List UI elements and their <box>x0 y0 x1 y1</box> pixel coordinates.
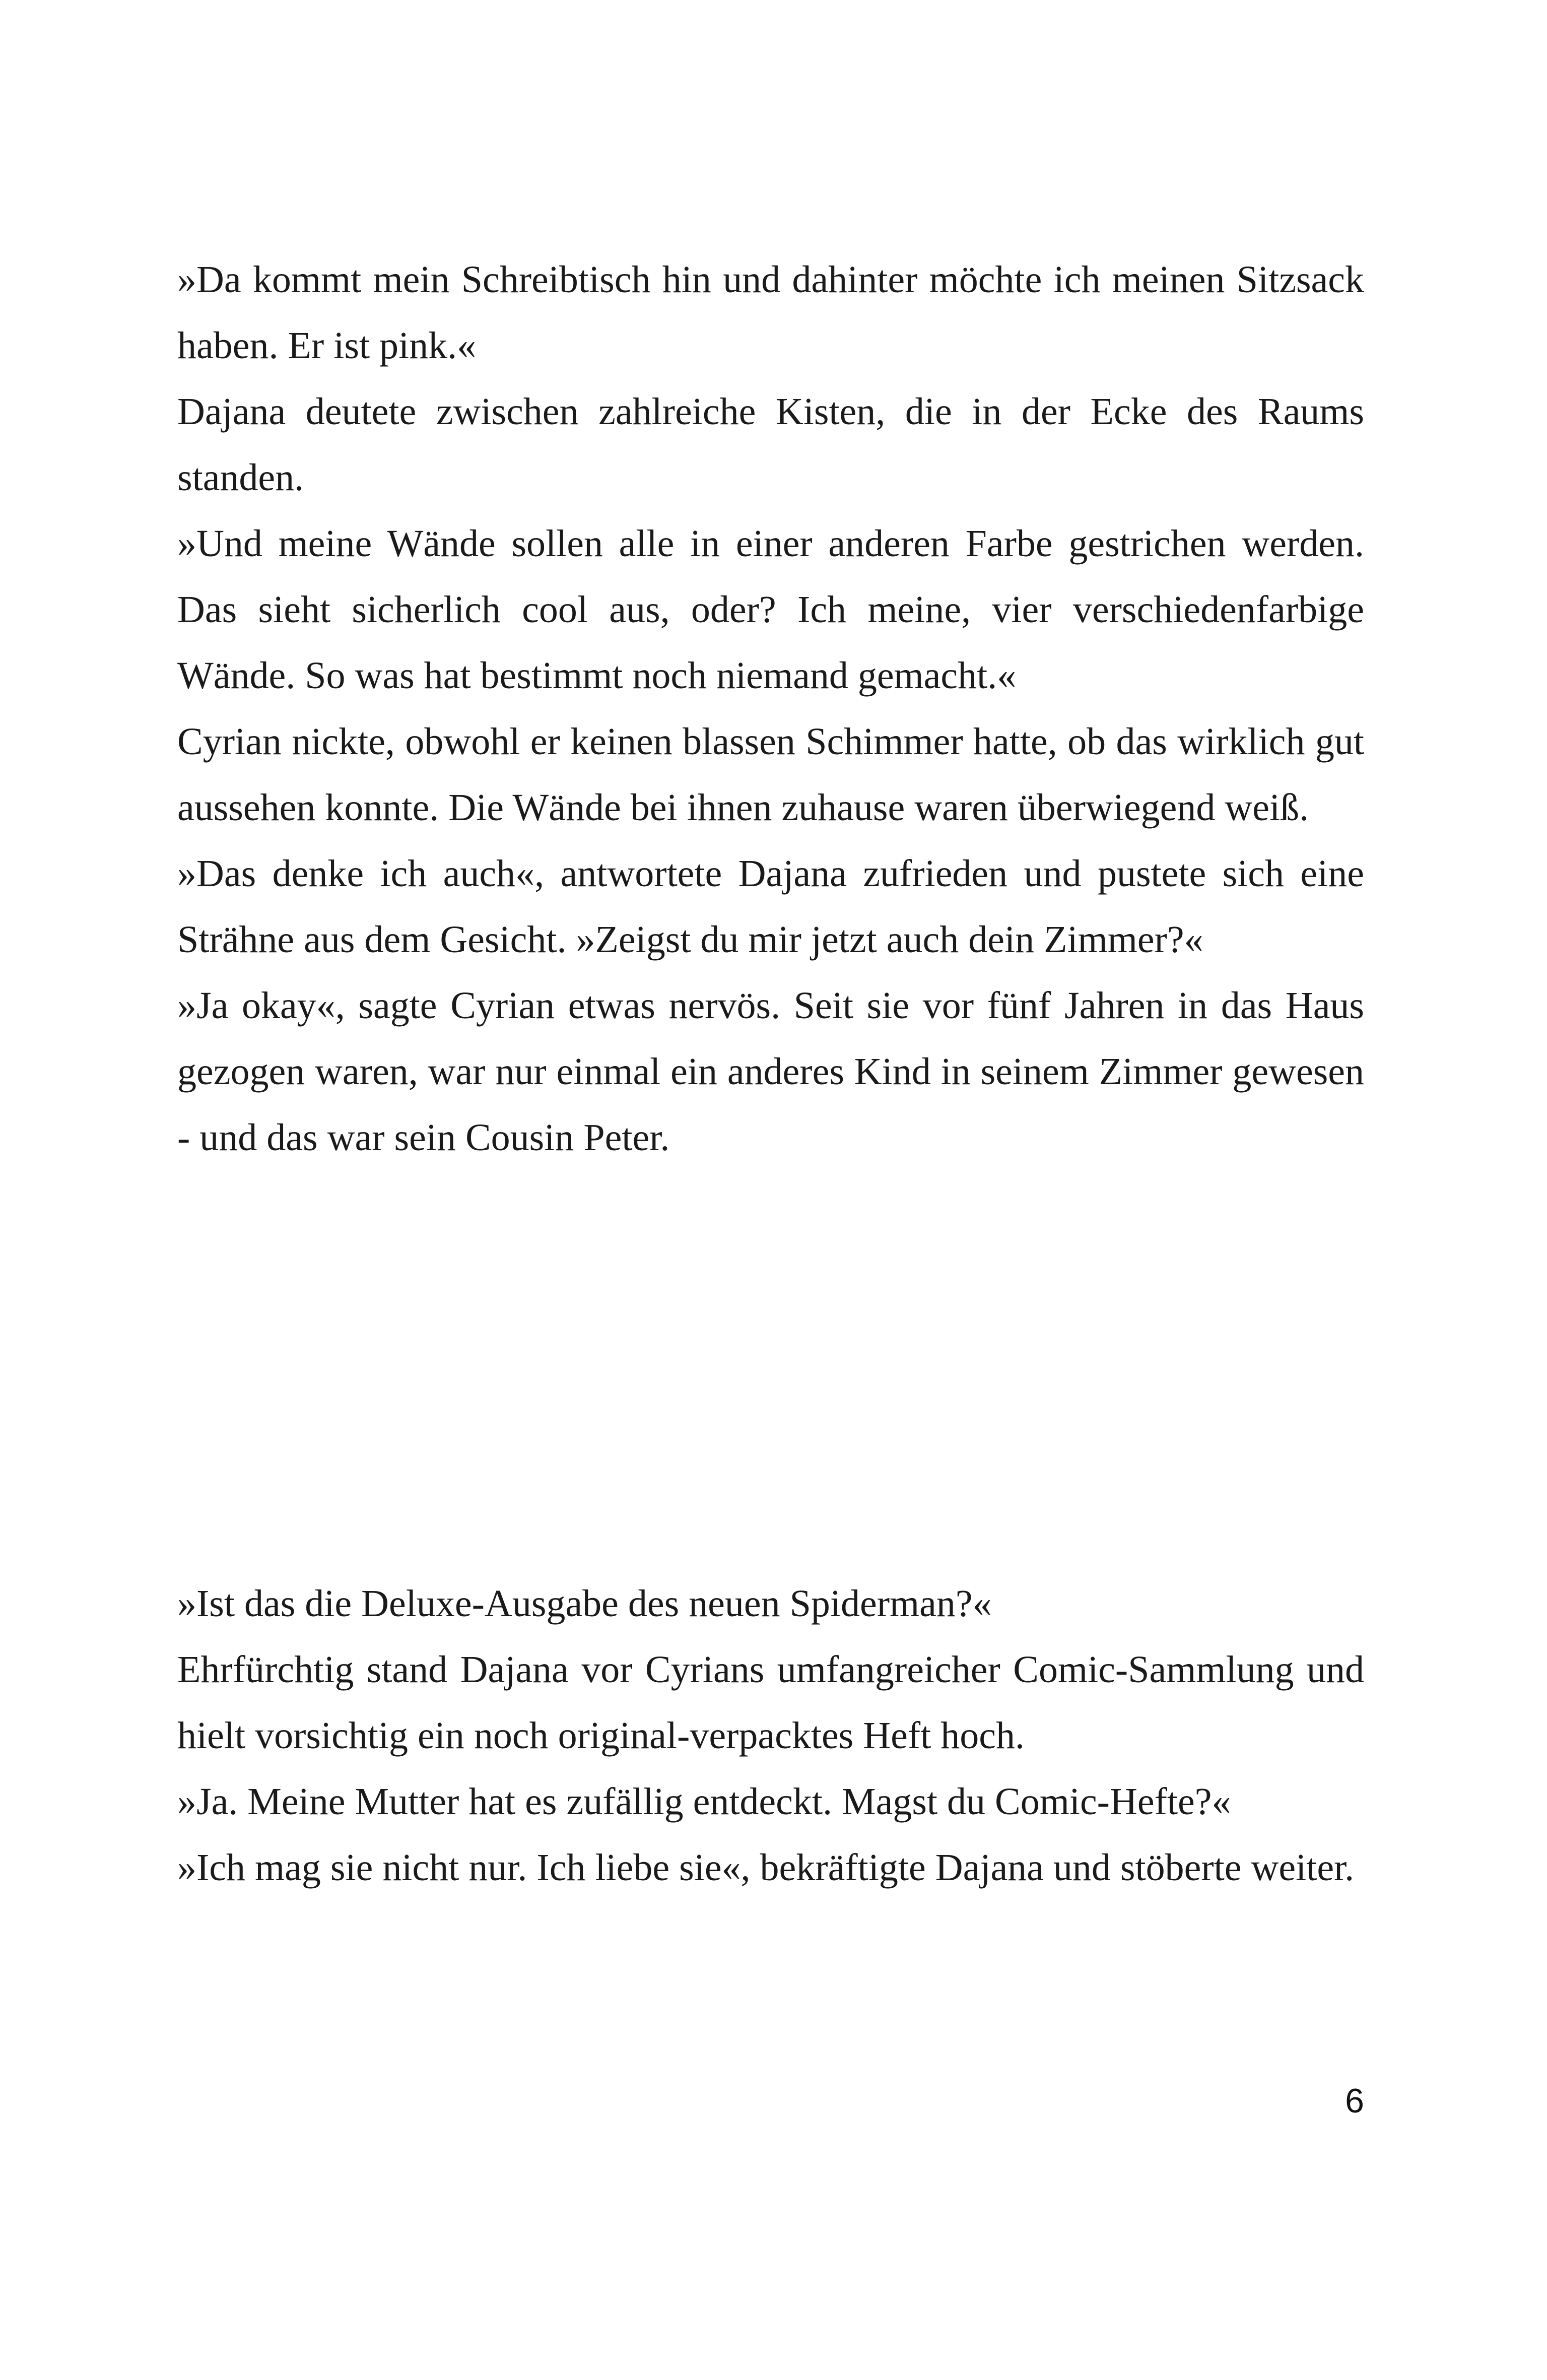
paragraph: »Ich mag sie nicht nur. Ich liebe sie«, bekräftigte Dajana und stöberte weiter. <box>177 1846 1355 1889</box>
text-section-1 <box>177 247 1364 1171</box>
paragraph: Cyrian nickte, obwohl er keinen blassen Schimmer hatte, ob das wirklich gut aussehen konnte. Die Wände bei ihnen zuhause waren überwiegend weiß. <box>177 720 1364 829</box>
text-section-2 <box>177 1571 1364 1901</box>
paragraph: Dajana deutete zwischen zahlreiche Kisten, die in der Ecke des Raums standen. <box>177 390 1364 499</box>
paragraph: »Da kommt mein Schreibtisch hin und dahinter möchte ich meinen Sitzsack haben. Er ist pink.« <box>177 258 1364 367</box>
paragraph: »Und meine Wände sollen alle in einer anderen Farbe gestrichen werden. Das sieht sicherlich cool aus, oder? Ich meine, vier verschiedenfarbige Wände. So was hat bestimmt noch niemand gemacht.« <box>177 522 1364 697</box>
paragraph: »Ja. Meine Mutter hat es zufällig entdeckt. Magst du Comic-Hefte?« <box>177 1780 1231 1823</box>
paragraph: Ehrfürchtig stand Dajana vor Cyrians umfangreicher Comic-Sammlung und hielt vorsichtig ein noch original-verpacktes Heft hoch. <box>177 1648 1364 1757</box>
paragraph: »Ja okay«, sagte Cyrian etwas nervös. Seit sie vor fünf Jahren in das Haus gezogen waren, war nur einmal ein anderes Kind in seinem Zimmer gewesen - und das war sein Cousin Peter. <box>177 984 1364 1159</box>
paragraph: »Das denke ich auch«, antwortete Dajana zufrieden und pustete sich eine Strähne aus dem Gesicht. »Zeigst du mir jetzt auch dein Zimmer?« <box>177 852 1364 961</box>
page-number: 6 <box>1345 2082 1364 2120</box>
paragraph: »Ist das die Deluxe-Ausgabe des neuen Spiderman?« <box>177 1582 992 1625</box>
